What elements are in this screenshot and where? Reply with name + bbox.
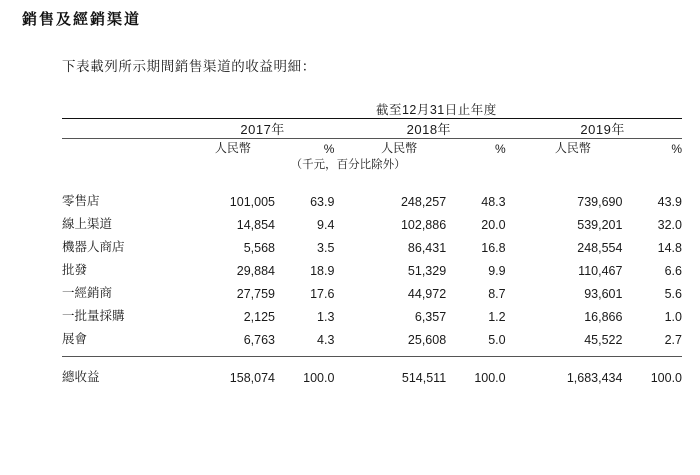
row-amount-2018: 51,329 xyxy=(407,264,447,278)
unit-note: （千元，百分比除外） xyxy=(290,159,406,171)
table-row xyxy=(62,324,682,347)
row-percent-2017: 4.3 xyxy=(317,333,335,347)
row-amount-2019: 16,866 xyxy=(584,310,623,324)
year-2017-header: 2017年 xyxy=(240,122,285,137)
year-2019-header: 2019年 xyxy=(580,122,625,137)
row-percent-2019: 5.6 xyxy=(664,287,682,301)
subheader-row xyxy=(62,139,682,157)
total-amount-2018: 514,511 xyxy=(401,371,447,385)
row-percent-2018: 5.0 xyxy=(488,333,506,347)
row-percent-2019: 6.6 xyxy=(664,264,682,278)
row-amount-2018: 6,357 xyxy=(414,310,447,324)
row-amount-2019: 248,554 xyxy=(577,241,623,255)
year-header-row xyxy=(62,119,682,139)
row-amount-2018: 25,608 xyxy=(407,333,447,347)
subheader-currency-2018: 人民幣 xyxy=(381,141,418,155)
spacer-before-data xyxy=(62,172,682,186)
table-row xyxy=(62,301,682,324)
row-percent-2018: 8.7 xyxy=(488,287,506,301)
row-amount-2019: 739,690 xyxy=(577,195,623,209)
row-amount-2017: 27,759 xyxy=(236,287,275,301)
year-2018-header: 2018年 xyxy=(406,122,452,137)
total-row xyxy=(62,357,682,386)
subheader-currency-2019: 人民幣 xyxy=(554,141,591,155)
row-percent-2018: 48.3 xyxy=(481,195,506,209)
row-percent-2017: 3.5 xyxy=(317,241,335,255)
row-percent-2019: 32.0 xyxy=(657,218,682,232)
row-label: 機器人商店 xyxy=(62,240,125,254)
total-amount-2017: 158,074 xyxy=(229,371,275,385)
row-amount-2019: 110,467 xyxy=(578,264,623,278)
period-header-row xyxy=(62,100,682,118)
row-percent-2018: 20.0 xyxy=(481,218,506,232)
subheader-percent-2018: % xyxy=(494,142,506,156)
row-amount-2018: 248,257 xyxy=(400,195,447,209)
subheader-percent-2019: % xyxy=(671,142,682,156)
row-label: 零售店 xyxy=(62,194,100,208)
total-percent-2019: 100.0 xyxy=(650,371,682,385)
row-label: 一批量採購 xyxy=(62,309,125,323)
table-row xyxy=(62,278,682,301)
total-percent-2018: 100.0 xyxy=(474,371,506,385)
row-percent-2017: 9.4 xyxy=(317,218,335,232)
row-percent-2019: 1.0 xyxy=(664,310,682,324)
row-amount-2017: 29,884 xyxy=(236,264,275,278)
row-percent-2019: 14.8 xyxy=(657,241,682,255)
row-amount-2017: 14,854 xyxy=(236,218,275,232)
row-label: 一經銷商 xyxy=(62,286,113,300)
row-percent-2018: 1.2 xyxy=(488,310,506,324)
row-percent-2019: 43.9 xyxy=(657,195,682,209)
page-title: 銷售及經銷渠道 xyxy=(22,11,142,28)
row-amount-2019: 93,601 xyxy=(584,287,623,301)
row-percent-2017: 17.6 xyxy=(310,287,335,301)
row-amount-2017: 5,568 xyxy=(243,241,275,255)
row-amount-2018: 44,972 xyxy=(407,287,447,301)
period-header: 截至12月31日止年度 xyxy=(375,103,497,117)
row-percent-2017: 63.9 xyxy=(310,195,335,209)
row-percent-2019: 2.7 xyxy=(664,333,682,347)
subheader-currency-2017: 人民幣 xyxy=(214,141,251,155)
row-amount-2017: 101,005 xyxy=(229,195,275,209)
row-amount-2018: 102,886 xyxy=(400,218,447,232)
row-percent-2018: 9.9 xyxy=(488,264,506,278)
row-label: 展會 xyxy=(62,332,88,346)
revenue-breakdown-table xyxy=(62,100,682,385)
row-percent-2018: 16.8 xyxy=(481,241,506,255)
row-percent-2017: 18.9 xyxy=(310,264,335,278)
row-amount-2017: 6,763 xyxy=(243,333,275,347)
unit-note-row xyxy=(62,156,682,172)
row-amount-2019: 45,522 xyxy=(584,333,623,347)
total-label: 總收益 xyxy=(62,370,100,384)
table-row xyxy=(62,255,682,278)
total-percent-2017: 100.0 xyxy=(303,371,335,385)
row-label: 批發 xyxy=(62,263,88,277)
row-label: 線上渠道 xyxy=(62,217,113,231)
subheader-percent-2017: % xyxy=(323,142,335,156)
total-amount-2019: 1,683,434 xyxy=(566,371,623,385)
row-amount-2018: 86,431 xyxy=(407,241,447,255)
table-row xyxy=(62,209,682,232)
row-amount-2019: 539,201 xyxy=(577,218,623,232)
table-row xyxy=(62,186,682,209)
intro-paragraph: 下表載列所示期間銷售渠道的收益明細： xyxy=(62,59,316,74)
spacer-before-total xyxy=(62,347,682,356)
row-amount-2017: 2,125 xyxy=(243,310,275,324)
table-row xyxy=(62,232,682,255)
row-percent-2017: 1.3 xyxy=(317,310,335,324)
